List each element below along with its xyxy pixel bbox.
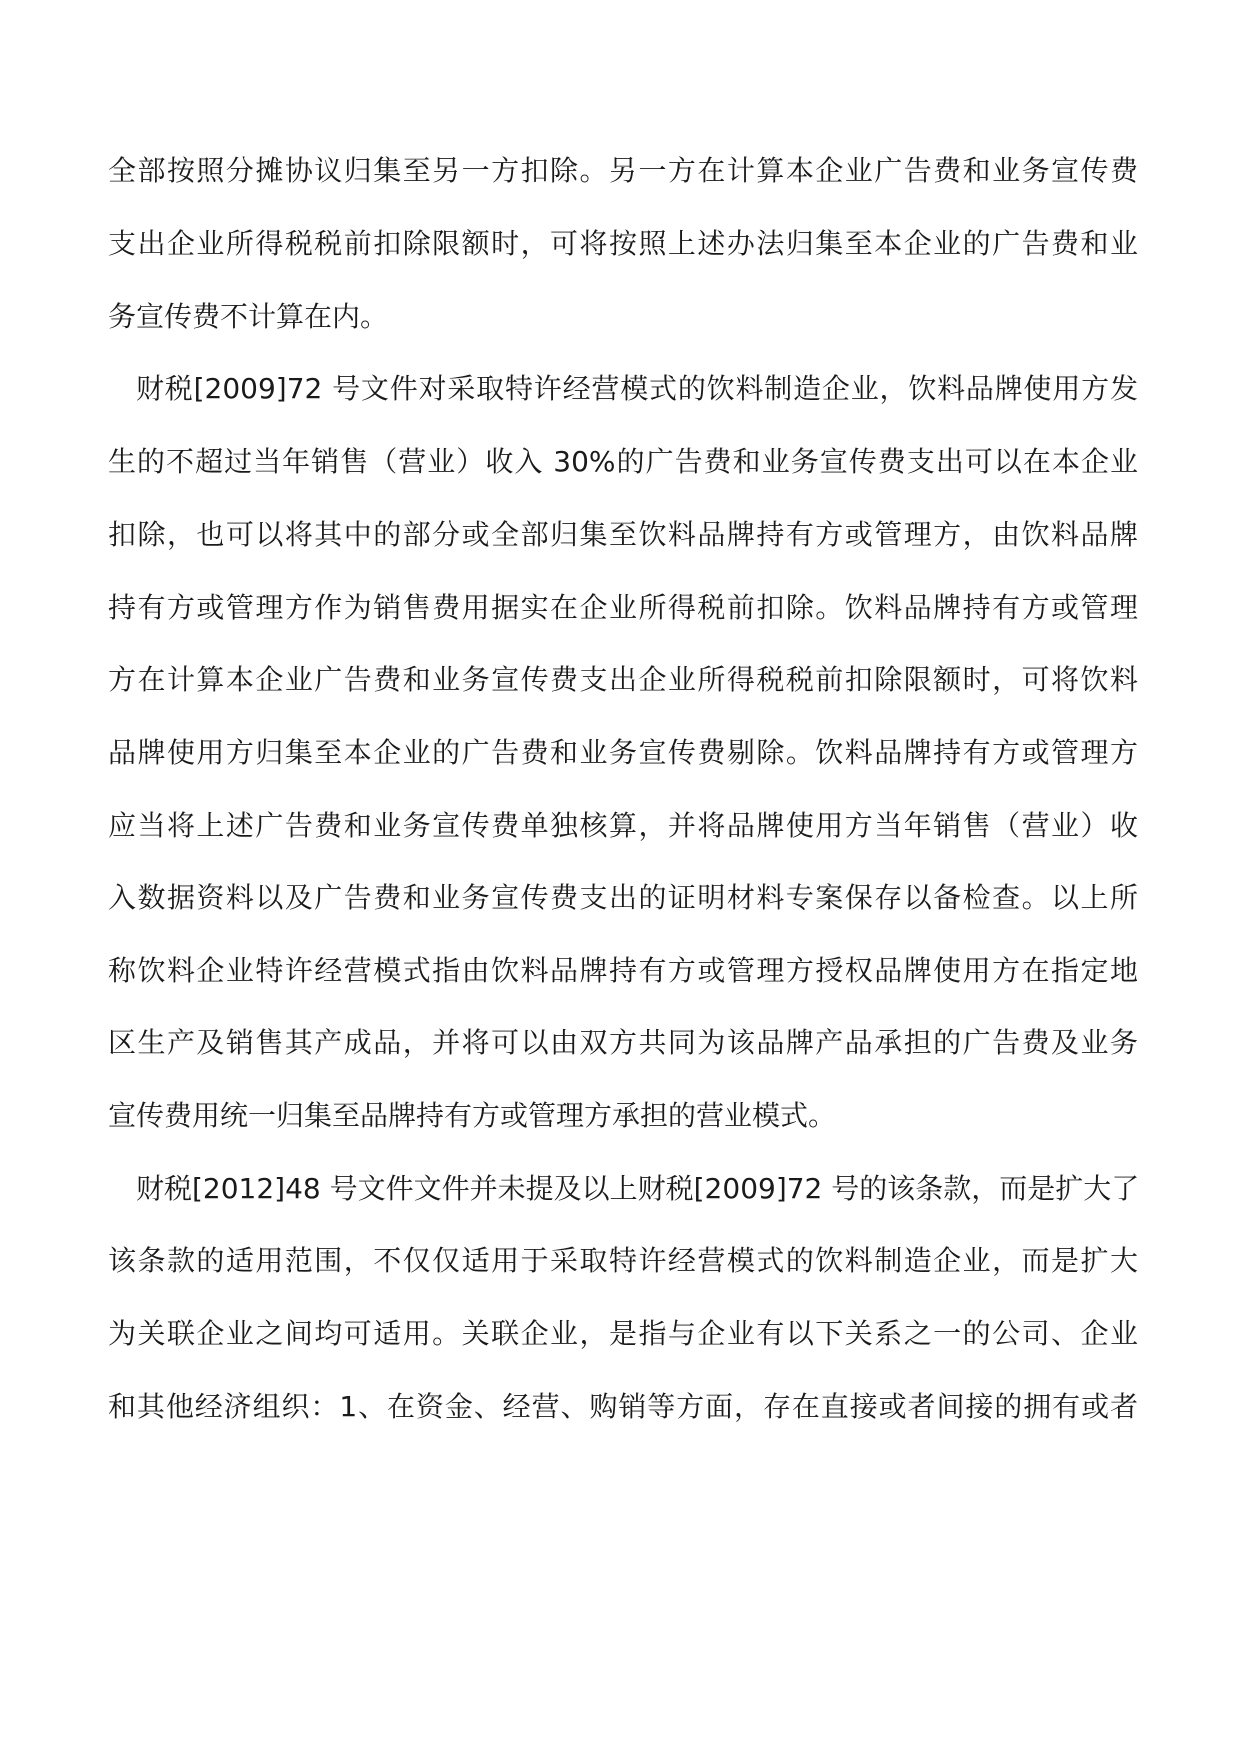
text-line: 生的不超过当年销售（营业）收入 30%的广告费和业务宣传费支出可以在本企业 [108, 445, 1138, 478]
text-line: 品牌使用方归集至本企业的广告费和业务宣传费剔除。饮料品牌持有方或管理方 [108, 736, 1138, 769]
text-line: 区生产及销售其产成品，并将可以由双方共同为该品牌产品承担的广告费及业务 [108, 1026, 1138, 1059]
paragraph-start-line: 财税[2009]72 号文件对采取特许经营模式的饮料制造企业，饮料品牌使用方发 [136, 372, 1138, 405]
text-line: 入数据资料以及广告费和业务宣传费支出的证明材料专案保存以备检查。以上所 [108, 881, 1138, 914]
text-line: 全部按照分摊协议归集至另一方扣除。另一方在计算本企业广告费和业务宣传费 [108, 154, 1138, 187]
paragraph-start-line: 财税[2012]48 号文件文件并未提及以上财税[2009]72 号的该条款，而是扩大了 [136, 1172, 1140, 1205]
text-line: 该条款的适用范围，不仅仅适用于采取特许经营模式的饮料制造企业，而是扩大 [108, 1244, 1138, 1277]
text-line: 扣除，也可以将其中的部分或全部归集至饮料品牌持有方或管理方，由饮料品牌 [108, 518, 1138, 551]
text-line: 为关联企业之间均可适用。关联企业，是指与企业有以下关系之一的公司、企业 [108, 1317, 1138, 1350]
text-line: 称饮料企业特许经营模式指由饮料品牌持有方或管理方授权品牌使用方在指定地 [108, 954, 1138, 987]
text-line: 支出企业所得税税前扣除限额时，可将按照上述办法归集至本企业的广告费和业 [108, 227, 1138, 260]
text-line: 持有方或管理方作为销售费用据实在企业所得税前扣除。饮料品牌持有方或管理 [108, 591, 1138, 624]
text-line: 和其他经济组织：1、在资金、经营、购销等方面，存在直接或者间接的拥有或者 [108, 1390, 1138, 1423]
text-line: 应当将上述广告费和业务宣传费单独核算，并将品牌使用方当年销售（营业）收 [108, 809, 1138, 842]
text-line: 方在计算本企业广告费和业务宣传费支出企业所得税税前扣除限额时，可将饮料 [108, 663, 1138, 696]
text-line: 务宣传费不计算在内。 [108, 300, 389, 333]
text-line: 宣传费用统一归集至品牌持有方或管理方承担的营业模式。 [108, 1099, 837, 1132]
